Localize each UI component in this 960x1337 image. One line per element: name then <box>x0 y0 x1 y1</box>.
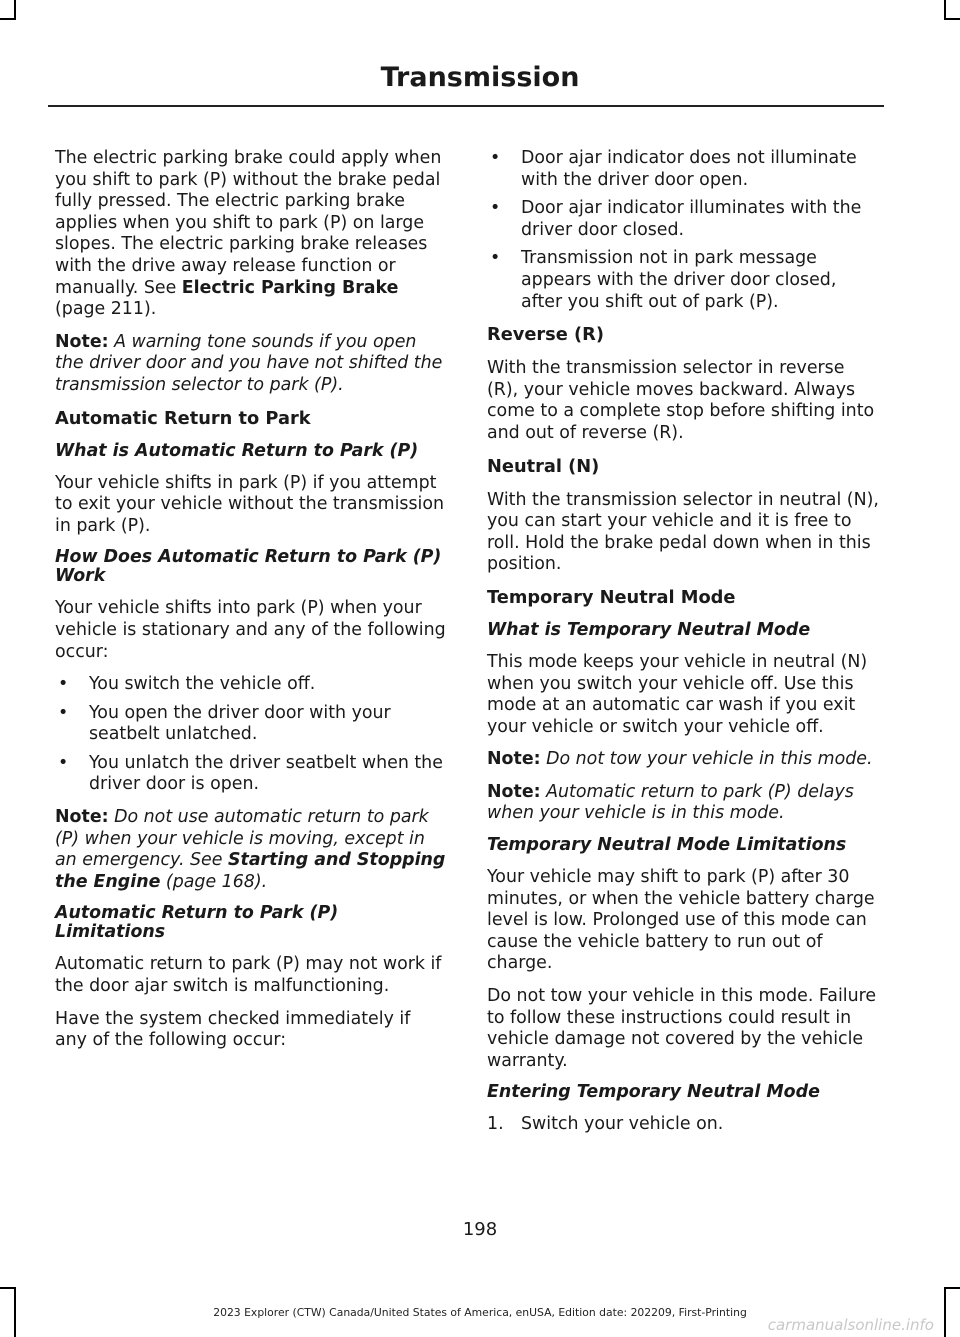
note-label: Note: <box>487 749 541 770</box>
list-item-text: Door ajar indicator illuminates with the driver door closed. <box>521 198 862 240</box>
bullet-icon: • <box>58 674 69 695</box>
bullet-icon: • <box>490 248 501 269</box>
xref-electric-parking-brake[interactable]: Electric Parking Brake <box>181 277 399 298</box>
note-text: Automatic return to park (P) delays when your vehicle is in this mode. <box>487 781 854 824</box>
crop-mark-top-right-h <box>944 18 960 20</box>
note-auto-return-delays <box>487 782 879 825</box>
note-label: Note: <box>487 781 541 802</box>
step-text: Switch your vehicle on. <box>521 1114 724 1135</box>
list-item-text: You unlatch the driver seatbelt when the driver door is open. <box>89 752 443 795</box>
paragraph-what-is-temp-neutral: This mode keeps your vehicle in neutral (N) when you switch your vehicle off. Use this mode at an automatic car wash if you exit your vehicle or switch your vehicle off. <box>487 651 868 737</box>
heading-neutral: Neutral (N) <box>487 455 600 477</box>
crop-mark-bottom-left-h <box>0 1287 16 1289</box>
footer-edition-info: 2023 Explorer (CTW) Canada/United States of America, enUSA, Edition date: 202209, First-Printing <box>213 1306 747 1319</box>
paragraph-reverse: With the transmission selector in reverse (R), your vehicle moves backward. Always come to a complete stop before shifting into and out of reverse (R). <box>487 358 875 443</box>
paragraph-how-auto-return-works: Your vehicle shifts into park (P) when your vehicle is stationary and any of the following occur: <box>55 598 446 662</box>
note-text: Do not use automatic return to park (P) when your vehicle is moving, except in an emergency. See <box>55 807 429 871</box>
header-divider <box>48 105 884 107</box>
auto-return-conditions-list <box>55 674 447 796</box>
heading-reverse: Reverse (R) <box>487 324 604 346</box>
list-item-text: You switch the vehicle off. <box>89 674 316 695</box>
entering-steps-list <box>487 1114 879 1136</box>
list-item <box>487 1114 879 1136</box>
list-item <box>55 674 447 696</box>
bullet-icon: • <box>58 702 69 723</box>
paragraph-electric-brake <box>55 148 447 321</box>
note-label: Note: <box>55 331 109 352</box>
crop-mark-bottom-right-h <box>944 1287 960 1289</box>
list-item-text: You open the driver door with your seatbelt unlatched. <box>89 702 391 745</box>
note-do-not-tow <box>487 749 879 771</box>
page-reference: (page 211). <box>55 299 157 320</box>
page-number: 198 <box>462 1219 498 1240</box>
paragraph-temp-neutral-limitations: Your vehicle may shift to park (P) after 30 minutes, or when the vehicle battery charge level is low. Prolonged use of this mode can cause the vehicle battery to run out of charge. <box>487 867 875 974</box>
note-label: Note: <box>55 807 109 828</box>
paragraph-do-not-tow: Do not tow your vehicle in this mode. Failure to follow these instructions could result in vehicle damage not covered by the vehicle warranty. <box>487 986 877 1071</box>
system-check-list <box>487 148 879 313</box>
list-item-text: Transmission not in park message appears with the driver door closed, after you shift out of park (P). <box>521 248 837 312</box>
subheading-what-is-auto-return: What is Automatic Return to Park (P) <box>55 440 419 461</box>
bullet-icon: • <box>58 752 69 773</box>
paragraph-system-check: Have the system checked immediately if any of the following occur: <box>55 1008 411 1051</box>
list-item <box>55 753 447 796</box>
crop-mark-top-left-v <box>14 0 16 20</box>
subheading-entering-temp-neutral: Entering Temporary Neutral Mode <box>487 1082 820 1103</box>
page-reference: (page 168). <box>160 871 268 892</box>
watermark: carmanualsonline.info <box>767 1316 934 1334</box>
subheading-how-auto-return-works: How Does Automatic Return to Park (P) Work <box>55 547 442 587</box>
xref-starting-stopping-engine[interactable]: Starting and Stopping the Engine <box>55 850 446 892</box>
subheading-temp-neutral-limitations: Temporary Neutral Mode Limitations <box>487 835 847 856</box>
subheading-what-is-temp-neutral: What is Temporary Neutral Mode <box>487 619 811 640</box>
left-column <box>55 148 447 1063</box>
paragraph-neutral: With the transmission selector in neutral (N), you can start your vehicle and it is free to roll. Hold the brake pedal down when in this position. <box>487 489 879 575</box>
step-number: 1. <box>487 1114 504 1135</box>
paragraph-auto-return-limitations: Automatic return to park (P) may not work if the door ajar switch is malfunctioning. <box>55 954 442 997</box>
note-emergency <box>55 807 447 893</box>
bullet-icon: • <box>490 198 501 219</box>
subheading-auto-return-limitations: Automatic Return to Park (P) Limitations <box>55 903 339 943</box>
heading-automatic-return-to-park: Automatic Return to Park <box>55 407 311 429</box>
list-item <box>487 248 879 313</box>
list-item <box>55 703 447 746</box>
bullet-icon: • <box>490 148 501 168</box>
note-warning-tone <box>55 332 447 397</box>
note-text: Do not tow your vehicle in this mode. <box>540 749 873 770</box>
list-item <box>487 148 879 191</box>
heading-temporary-neutral-mode: Temporary Neutral Mode <box>487 586 736 608</box>
crop-mark-top-right-v <box>944 0 946 20</box>
page-title: Transmission <box>380 62 580 93</box>
list-item-text: Door ajar indicator does not illuminate with the driver door open. <box>521 148 857 190</box>
list-item <box>487 198 879 241</box>
paragraph-text: The electric parking brake could apply when you shift to park (P) without the brake pedal fully pressed. The electric parking brake applies when you shift to park (P) on large slopes. The electric parking brake releases with the drive away release function or manually. See <box>55 148 442 298</box>
crop-mark-top-left-h <box>0 18 16 20</box>
note-text: A warning tone sounds if you open the driver door and you have not shifted the transmission selector to park (P). <box>55 331 443 395</box>
right-column <box>487 148 879 1136</box>
paragraph-what-is-auto-return: Your vehicle shifts in park (P) if you attempt to exit your vehicle without the transmission in park (P). <box>55 472 445 536</box>
